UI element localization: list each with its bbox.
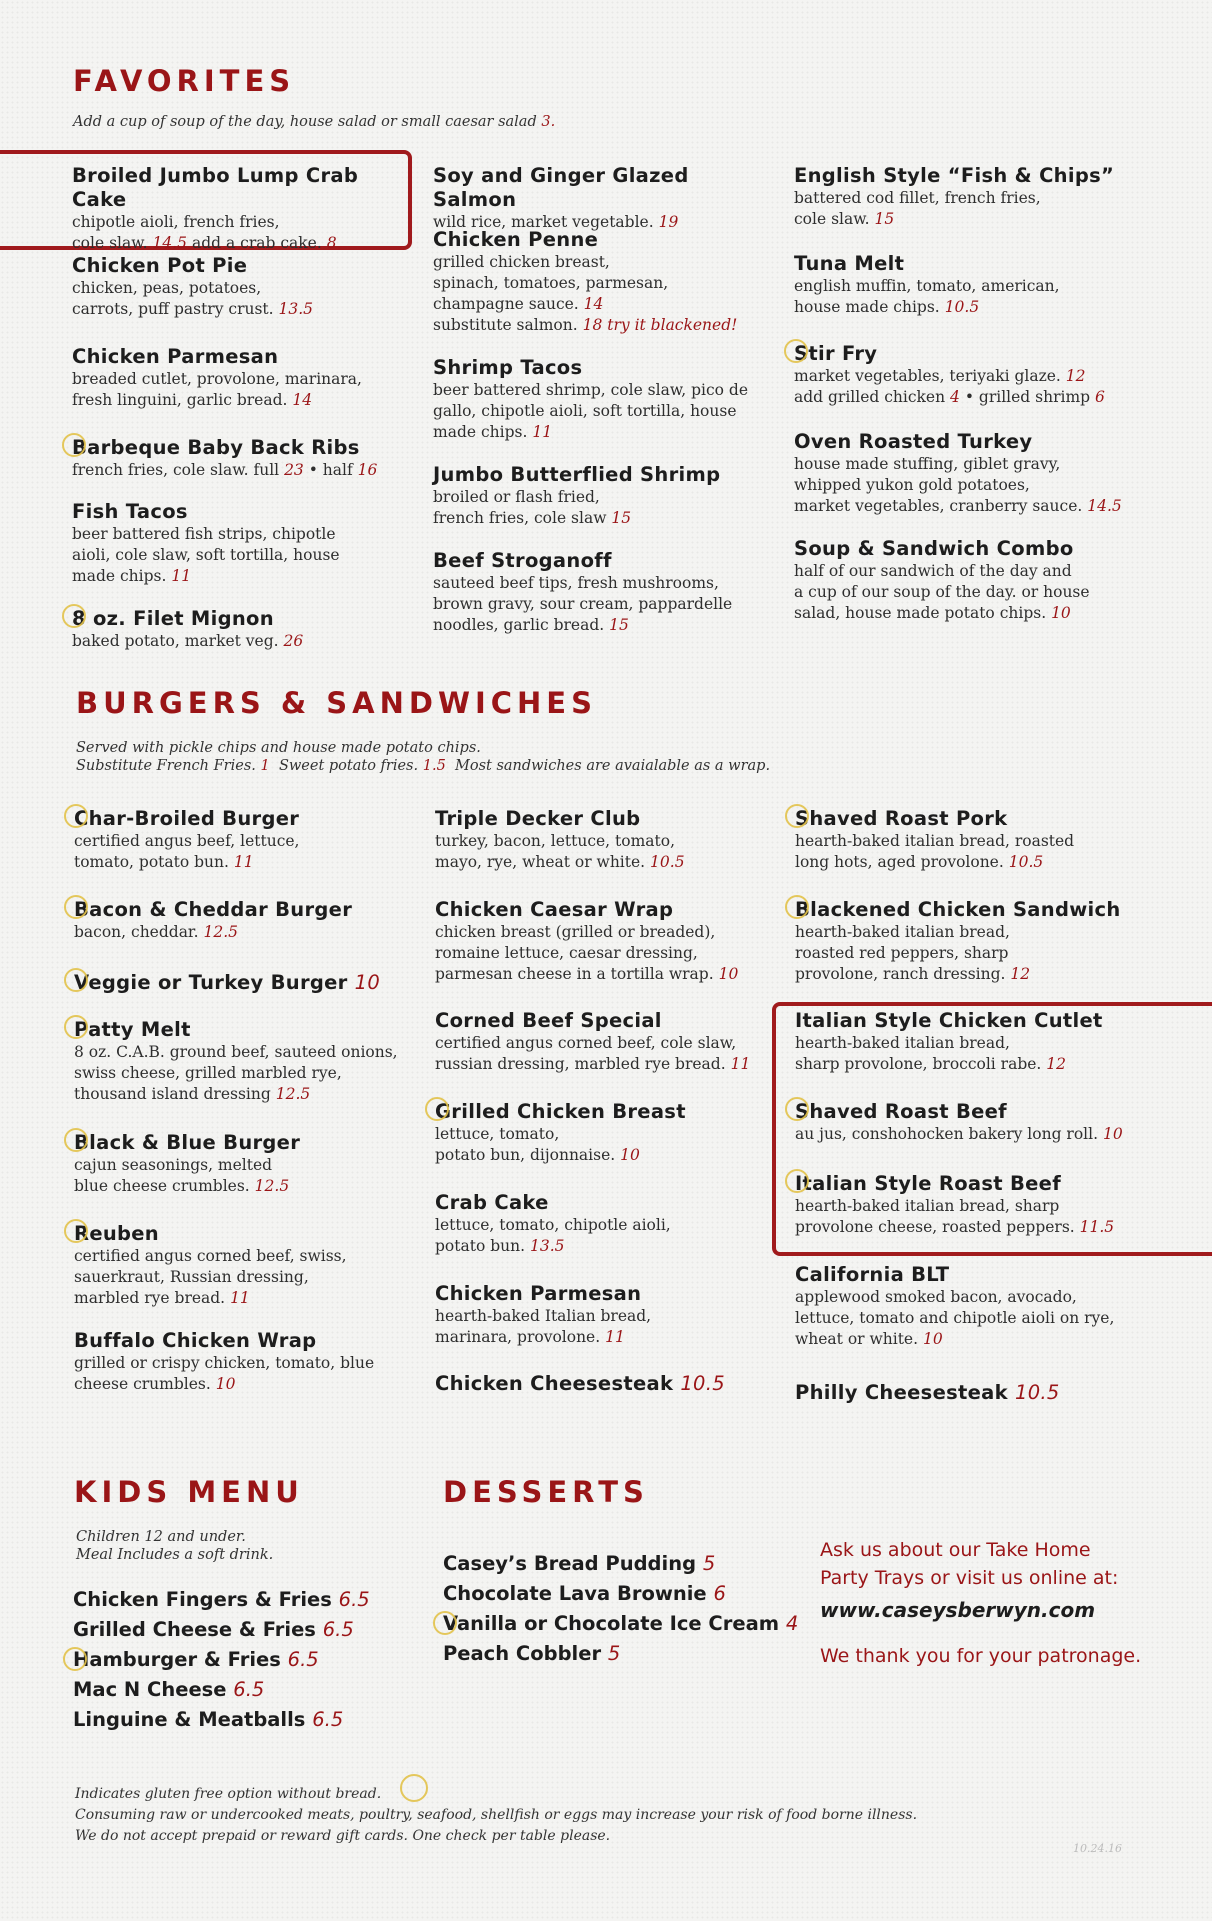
item-name: 8 oz. Filet Mignon (72, 607, 274, 630)
footer-notes: Indicates gluten free option without bread. Consuming raw or undercooked meats, poultry, seafood, shellfish or eggs may increase your risk of food borne illness. We do not accept prepaid or reward gift cards. One check per table please. (75, 1770, 917, 1847)
item-name: Patty Melt (74, 1018, 191, 1041)
menu-item: Chicken Parmesan hearth-baked Italian bread, marinara, provolone. 11 (435, 1282, 780, 1372)
item-name: Buffalo Chicken Wrap (74, 1329, 317, 1352)
menu-item: Barbeque Baby Back Ribs french fries, cole slaw. full 23 • half 16 (72, 436, 417, 500)
item-name: Triple Decker Club (435, 807, 641, 830)
menu-item: Shrimp Tacos beer battered shrimp, cole slaw, pico de gallo, chipotle aioli, soft tortilla, house made chips. 11 (433, 356, 778, 463)
menu-item: Jumbo Butterflied Shrimp broiled or flash fried, french fries, cole slaw 15 (433, 463, 778, 549)
item-name: Italian Style Roast Beef (795, 1172, 1061, 1195)
menu-item: Chicken Caesar Wrap chicken breast (grilled or breaded), romaine lettuce, caesar dressing, parmesan cheese in a tortilla wrap. 10 (435, 898, 780, 1009)
menu-item: Chicken Pot Pie chicken, peas, potatoes, carrots, puff pastry crust. 13.5 (72, 254, 417, 345)
website-link[interactable]: www.caseysberwyn.com (820, 1598, 1096, 1622)
item-name: Italian Style Chicken Cutlet (795, 1009, 1103, 1032)
item-name: Chicken Caesar Wrap (435, 898, 674, 921)
burgers-subtitle: Served with pickle chips and house made potato chips. Substitute French Fries. 1 Sweet potato fries. 1.5 Most sandwiches are avaialable as a wrap. (76, 740, 771, 774)
item-name: Chicken Cheesesteak (435, 1372, 674, 1395)
gluten-free-icon (785, 1097, 809, 1121)
menu-item: Grilled Chicken Breast lettuce, tomato, potato bun, dijonnaise. 10 (435, 1100, 780, 1191)
menu-item: Corned Beef Special certified angus corned beef, cole slaw, russian dressing, marbled rye bread. 11 (435, 1009, 780, 1100)
item-name: Broiled Jumbo Lump Crab Cake (72, 164, 359, 211)
item-name: Fish Tacos (72, 500, 188, 523)
item-name: Barbeque Baby Back Ribs (72, 436, 360, 459)
menu-item: Veggie or Turkey Burger 10 (74, 971, 419, 1018)
item-name: Jumbo Butterflied Shrimp (433, 463, 721, 486)
menu-item: Crab Cake lettuce, tomato, chipotle aioli, potato bun. 13.5 (435, 1191, 780, 1282)
gluten-free-icon (784, 339, 808, 363)
menu-item: Char-Broiled Burger certified angus beef, lettuce, tomato, potato bun. 11 (74, 807, 419, 898)
favorites-heading: FAVORITES (73, 64, 296, 98)
favorites-column-3 (794, 164, 1174, 624)
burgers-column-3 (795, 807, 1175, 1405)
item-name: Chicken Penne (433, 228, 599, 251)
menu-item: Patty Melt 8 oz. C.A.B. ground beef, sauteed onions, swiss cheese, grilled marbled rye, thousand island dressing 12.5 (74, 1018, 419, 1131)
menu-item: Soup & Sandwich Combo half of our sandwich of the day and a cup of our soup of the day. or house salad, house made potato chips. 10 (794, 537, 1174, 624)
burgers-column-2 (435, 807, 780, 1396)
item-name: Stir Fry (794, 342, 878, 365)
menu-item: Italian Style Chicken Cutlet hearth-baked italian bread, sharp provolone, broccoli rabe. 12 (795, 1009, 1175, 1100)
gluten-free-icon (400, 1774, 428, 1802)
item-name: Blackened Chicken Sandwich (795, 898, 1121, 921)
gluten-free-icon (64, 1128, 88, 1152)
kids-list (73, 1585, 370, 1735)
gluten-free-icon (64, 804, 88, 828)
gluten-free-icon (64, 1015, 88, 1039)
gluten-free-icon (433, 1611, 457, 1635)
menu-item: Chicken Penne grilled chicken breast, spinach, tomatoes, parmesan, champagne sauce. 14 substitute salmon. 18 try it blackened! (433, 228, 778, 356)
gluten-free-icon (64, 968, 88, 992)
promo-text: Ask us about our Take Home Party Trays or visit us online at: www.caseysberwyn.com We thank you for your patronage. (820, 1536, 1141, 1670)
dessert-item: Casey’s Bread Pudding 5 (443, 1552, 716, 1575)
kids-subtitle: Children 12 and under. Meal Includes a soft drink. (76, 1529, 274, 1563)
dessert-item: Chocolate Lava Brownie 6 (443, 1582, 726, 1605)
gluten-free-icon (64, 1219, 88, 1243)
gluten-free-icon (785, 804, 809, 828)
menu-item: Stir Fry market vegetables, teriyaki glaze. 12 add grilled chicken 4 • grilled shrimp 6 (794, 342, 1174, 430)
kids-item: Grilled Cheese & Fries 6.5 (73, 1618, 354, 1641)
menu-item: Philly Cheesesteak 10.5 (795, 1381, 1060, 1404)
item-name: Black & Blue Burger (74, 1131, 301, 1154)
item-name: Soy and Ginger Glazed Salmon (433, 164, 689, 211)
item-name: Soup & Sandwich Combo (794, 537, 1074, 560)
item-name: Shrimp Tacos (433, 356, 583, 379)
gluten-free-icon (785, 1169, 809, 1193)
menu-item: Soy and Ginger Glazed Salmon wild rice, market vegetable. 19 (433, 164, 778, 228)
item-name: Chicken Pot Pie (72, 254, 248, 277)
item-name: Bacon & Cheddar Burger (74, 898, 353, 921)
menu-item: 8 oz. Filet Mignon baked potato, market veg. 26 (72, 607, 417, 652)
item-name: Shaved Roast Beef (795, 1100, 1007, 1123)
menu-item: Italian Style Roast Beef hearth-baked italian bread, sharp provolone cheese, roasted peppers. 11.5 (795, 1172, 1175, 1263)
menu-item: Buffalo Chicken Wrap grilled or crispy chicken, tomato, blue cheese crumbles. 10 (74, 1329, 419, 1395)
menu-item: Shaved Roast Beef au jus, conshohocken bakery long roll. 10 (795, 1100, 1175, 1172)
menu-item: Shaved Roast Pork hearth-baked italian bread, roasted long hots, aged provolone. 10.5 (795, 807, 1175, 898)
desserts-heading: DESSERTS (443, 1475, 649, 1509)
dessert-item: Peach Cobbler 5 (443, 1642, 621, 1665)
menu-item: Blackened Chicken Sandwich hearth-baked italian bread, roasted red peppers, sharp provolone, ranch dressing. 12 (795, 898, 1175, 1009)
item-name: Philly Cheesesteak (795, 1381, 1008, 1404)
item-name: California BLT (795, 1263, 950, 1286)
menu-item: Beef Stroganoff sauteed beef tips, fresh mushrooms, brown gravy, sour cream, pappardelle noodles, garlic bread. 15 (433, 549, 778, 636)
item-name: English Style “Fish & Chips” (794, 164, 1115, 187)
item-name: Crab Cake (435, 1191, 549, 1214)
gluten-free-icon (62, 433, 86, 457)
menu-item: California BLT applewood smoked bacon, avocado, lettuce, tomato and chipotle aioli on rye, wheat or white. 10 (795, 1263, 1175, 1381)
menu-item: Black & Blue Burger cajun seasonings, melted blue cheese crumbles. 12.5 (74, 1131, 419, 1222)
dessert-item: Vanilla or Chocolate Ice Cream 4 (443, 1609, 798, 1639)
item-name: Chicken Parmesan (72, 345, 279, 368)
menu-item: English Style “Fish & Chips” battered cod fillet, french fries, cole slaw. 15 (794, 164, 1174, 252)
gluten-free-icon (425, 1097, 449, 1121)
desserts-list (443, 1549, 798, 1669)
item-name: Reuben (74, 1222, 159, 1245)
item-name: Char-Broiled Burger (74, 807, 300, 830)
menu-item: Bacon & Cheddar Burger bacon, cheddar. 12.5 (74, 898, 419, 971)
gluten-free-icon (63, 1647, 87, 1671)
menu-item: Tuna Melt english muffin, tomato, american, house made chips. 10.5 (794, 252, 1174, 342)
item-name: Corned Beef Special (435, 1009, 662, 1032)
menu-item: Chicken Parmesan breaded cutlet, provolone, marinara, fresh linguini, garlic bread. 14 (72, 345, 417, 436)
menu-item: Triple Decker Club turkey, bacon, lettuce, tomato, mayo, rye, wheat or white. 10.5 (435, 807, 780, 898)
kids-item: Chicken Fingers & Fries 6.5 (73, 1588, 370, 1611)
item-name: Shaved Roast Pork (795, 807, 1008, 830)
item-name: Oven Roasted Turkey (794, 430, 1033, 453)
favorites-column-2 (433, 164, 778, 636)
favorites-column-1 (72, 164, 417, 652)
kids-item: Hamburger & Fries 6.5 (73, 1645, 370, 1675)
gluten-free-icon (62, 604, 86, 628)
kids-item: Mac N Cheese 6.5 (73, 1678, 265, 1701)
gluten-free-icon (64, 895, 88, 919)
menu-item: Fish Tacos beer battered fish strips, chipotle aioli, cole slaw, soft tortilla, house made chips. 11 (72, 500, 417, 607)
favorites-subtitle: Add a cup of soup of the day, house salad or small caesar salad 3. (73, 114, 556, 130)
kids-heading: KIDS MENU (74, 1475, 304, 1509)
thanks-text: We thank you for your patronage. (820, 1645, 1142, 1667)
burgers-column-1 (74, 807, 419, 1395)
menu-item: Broiled Jumbo Lump Crab Cake chipotle aioli, french fries, cole slaw. 14.5 add a crab cake. 8 (72, 164, 417, 254)
burgers-heading: BURGERS & SANDWICHES (76, 686, 597, 720)
menu-item: Reuben certified angus corned beef, swiss, sauerkraut, Russian dressing, marbled rye bread. 11 (74, 1222, 419, 1329)
menu-item: Oven Roasted Turkey house made stuffing, giblet gravy, whipped yukon gold potatoes, market vegetables, cranberry sauce. 14.5 (794, 430, 1174, 537)
item-name: Chicken Parmesan (435, 1282, 642, 1305)
item-name: Grilled Chicken Breast (435, 1100, 686, 1123)
print-date: 10.24.16 (1073, 1842, 1122, 1855)
kids-item: Linguine & Meatballs 6.5 (73, 1708, 344, 1731)
gluten-free-icon (785, 895, 809, 919)
menu-item: Chicken Cheesesteak 10.5 (435, 1372, 725, 1395)
item-name: Tuna Melt (794, 252, 905, 275)
item-name: Veggie or Turkey Burger (74, 971, 348, 994)
item-name: Beef Stroganoff (433, 549, 612, 572)
